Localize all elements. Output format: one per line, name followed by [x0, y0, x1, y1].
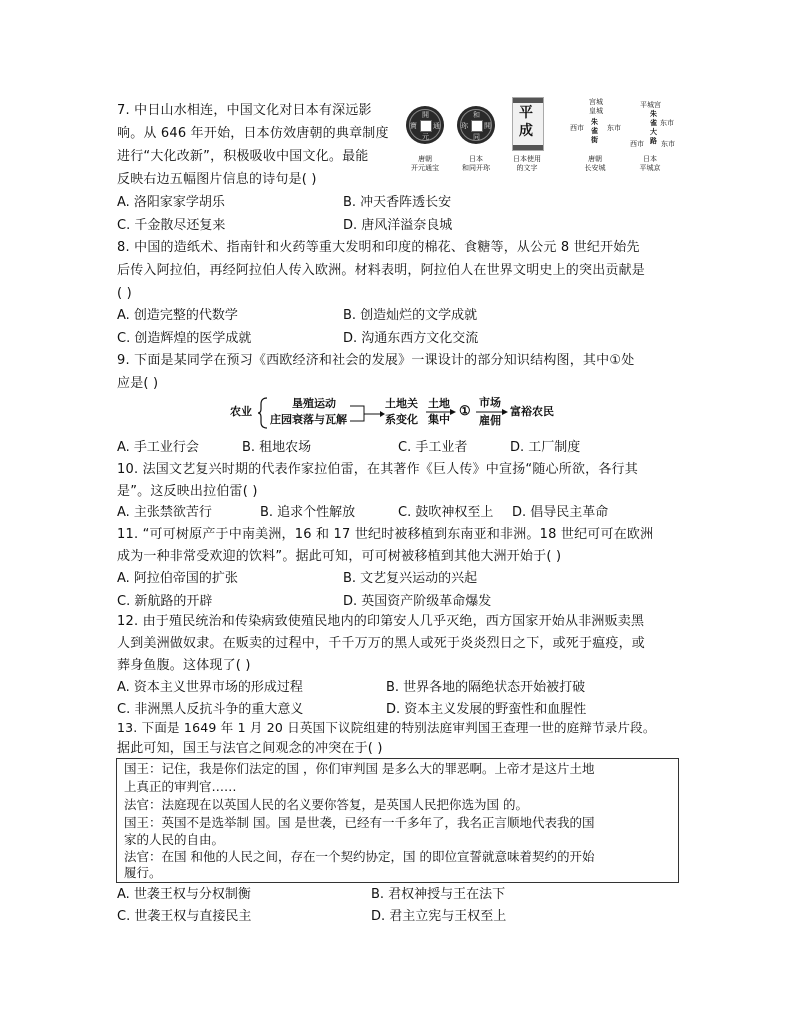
q9-option-d[interactable]: D. 工厂制度 [510, 440, 581, 455]
map1-caption: 唐朝 长安城 [584, 155, 606, 172]
q11-line-1: 11. “可可树原产于中南美洲，16 和 17 世纪时被移植到东南亚和非洲。18 世纪可可在欧洲 [117, 527, 654, 542]
brace-icon [257, 397, 269, 429]
diagram-blank-circle: ① [459, 404, 471, 419]
q7-line-2: 响。从 646 年开始，日本仿效唐朝的典章制度 [117, 126, 389, 141]
diagram-land-relation-1: 土地关 [385, 397, 418, 410]
exam-page: 7. 中日山水相连，中国文化对日本有深远影 响。从 646 年开始，日本仿效唐朝的典章制度 进行“大化改新”，积极吸收中国文化。最能 反映右边五幅图片信息的诗句是( ) 開 元 通 寶 唐朝 开元通宝 和 同 開 珎 日本 和同开珎 平 成 日本使用 的文字 宫城 皇城 西市 朱 雀 街 东市 唐朝 长安城 平城宫 朱 雀 大 路 东市 西市 东市 日本 平城京 A. 洛阳家家学胡乐 B. 冲天香阵透长安 C. 千金散尽还复来 D. 唐风洋溢奈良城 8. 中国的造纸术、指南针和火药等重大发明和印度的棉花、食糖等，从公元 8 世纪开始先 后传入阿拉伯，再经阿拉伯人传入欧洲。材料表明，阿拉伯人在世界文明史上的突出贡献是 ( ) A. 创造完整的代数学 B. 创造灿烂的文学成就 C. 创造辉煌的医学成就 D. 沟通东西方文化交流 9. 下面是某同学在预习《西欧经济和社会的发展》一课设计的部分知识结构图，其中①处 应是( ) 农业 垦殖运动 庄园衰落与瓦解 土地关 系变化 土地 集中 ① 市场 雇佣 富裕农民 A. 手工业行会 B. 租地农场 C. 手工业者 D. 工厂制度 10. 法国文艺复兴时期的代表作家拉伯雷，在其著作《巨人传》中宣扬“随心所欲，各行其 是”。这反映出拉伯雷( ) A. 主张禁欲苦行 B. 追求个性解放 C. 鼓吹神权至上 D. 倡导民主革命 11. “可可树原产于中南美洲，16 和 17 世纪时被移植到东南亚和非洲。18 世纪可可在欧洲 成为一种非常受欢迎的饮料”。据此可知，可可树被移植到其他大洲开始于( ) A. 阿拉伯帝国的扩张 B. 文艺复兴运动的兴起 C. 新航路的开辟 D. 英国资产阶级革命爆发 12. 由于殖民统治和传染病致使殖民地内的印第安人几乎灭绝，西方国家开始从非洲贩卖黑 人到美洲做奴隶。在贩卖的过程中，千千万万的黑人或死于炎炎烈日之下，或死于瘟疫，或 葬身鱼腹。这体现了( ) A. 资本主义世界市场的形成过程 B. 世界各地的隔绝状态开始被打破 C. 非洲黑人反抗斗争的重大意义 D. 资本主义发展的野蛮性和血腥性 13. 下面是 1649 年 1 月 20 日英国下议院组建的特别法庭审判国王查理一世的庭辩节录片段。 据此可知，国王与法官之间观念的冲突在于( ) 国王：记住，我是你们法定的国 ，你们审判国 是多么大的罪恶啊。上帝才是这片土地 上真正的审判官…… 法官：法庭现在以英国人民的名义要你答复，是英国人民把你选为国 的。 国王：英国不是选举制 国。国 是世袭，已经有一千多年了，我名正言顺地代表我的国 家的人民的自由。 法官：在国 和他的人民之间，存在一个契约协定，国 的即位宣誓就意味着契约的开始 履行。 A. 世袭王权与分权制衡 B. 君权神授与王在法下 C. 世袭王权与直接民主 D. 君主立宪与王权至上 [0, 0, 794, 1021]
q7-option-a[interactable]: A. 洛阳家家学胡乐 [117, 195, 225, 210]
q7-line-1: 7. 中日山水相连，中国文化对日本有深远影 [117, 103, 372, 118]
transcript-line-7: 履行。 [124, 865, 162, 880]
q9-line-2: 应是( ) [117, 376, 159, 391]
q13-line-1: 13. 下面是 1649 年 1 月 20 日英国下议院组建的特别法庭审判国王查理一世的庭辩节录片段。 [117, 720, 656, 735]
q10-option-b[interactable]: B. 追求个性解放 [260, 505, 356, 520]
q8-option-a[interactable]: A. 创造完整的代数学 [117, 308, 238, 323]
q12-option-d[interactable]: D. 资本主义发展的野蛮性和血腥性 [386, 702, 587, 717]
q8-line-3: ( ) [117, 286, 132, 301]
q9-line-1: 9. 下面是某同学在预习《西欧经济和社会的发展》一课设计的部分知识结构图，其中①处 [117, 353, 635, 368]
q11-line-2: 成为一种非常受欢迎的饮料”。据此可知，可可树被移植到其他大洲开始于( ) [117, 549, 562, 564]
q8-option-c[interactable]: C. 创造辉煌的医学成就 [117, 331, 252, 346]
diagram-land-relation-2: 系变化 [385, 413, 418, 426]
q7-line-4: 反映右边五幅图片信息的诗句是( ) [117, 172, 317, 187]
diagram-agriculture: 农业 [230, 405, 252, 418]
q7-line-3: 进行“大化改新”，积极吸收中国文化。最能 [117, 149, 369, 164]
q9-option-c[interactable]: C. 手工业者 [398, 440, 468, 455]
q13-option-a[interactable]: A. 世袭王权与分权制衡 [117, 887, 251, 902]
q8-option-d[interactable]: D. 沟通东西方文化交流 [343, 331, 479, 346]
trial-transcript-box [116, 758, 679, 883]
coin2-caption: 日本 和同开珎 [462, 155, 490, 172]
q13-option-c[interactable]: C. 世袭王权与直接民主 [117, 909, 252, 924]
q11-option-a[interactable]: A. 阿拉伯帝国的扩张 [117, 571, 238, 586]
diagram-arrow2-top: 市场 [479, 396, 501, 409]
transcript-line-1: 国王：记住，我是你们法定的国 ，你们审判国 是多么大的罪恶啊。上帝才是这片土地 [124, 761, 595, 776]
q7-option-b[interactable]: B. 冲天香阵透长安 [343, 195, 452, 210]
kaiyuan-coin-image: 開 元 通 寶 [406, 106, 444, 144]
q7-option-d[interactable]: D. 唐风洋溢奈良城 [343, 218, 453, 233]
transcript-line-2: 上真正的审判官…… [124, 779, 237, 794]
transcript-line-6: 法官：在国 和他的人民之间，存在一个契约协定，国 的即位宣誓就意味着契约的开始 [124, 849, 595, 864]
q12-line-3: 葬身鱼腹。这体现了( ) [117, 658, 251, 673]
q11-option-b[interactable]: B. 文艺复兴运动的兴起 [343, 571, 478, 586]
q8-option-b[interactable]: B. 创造灿烂的文学成就 [343, 308, 478, 323]
q10-line-1: 10. 法国文艺复兴时期的代表作家拉伯雷，在其著作《巨人传》中宣扬“随心所欲，各行其 [117, 462, 638, 477]
q13-option-b[interactable]: B. 君权神授与王在法下 [371, 887, 506, 902]
scroll-caption: 日本使用 的文字 [513, 155, 541, 172]
q10-option-c[interactable]: C. 鼓吹神权至上 [398, 505, 494, 520]
diagram-manor-decline: 庄园衰落与瓦解 [270, 413, 347, 426]
wadokaichin-coin-image: 和 同 開 珎 [457, 106, 495, 144]
q11-option-c[interactable]: C. 新航路的开辟 [117, 594, 213, 609]
q13-line-2: 据此可知，国王与法官之间观念的冲突在于( ) [117, 741, 383, 756]
diagram-arrow1-bottom: 集中 [428, 413, 450, 426]
q11-option-d[interactable]: D. 英国资产阶级革命爆发 [343, 594, 492, 609]
q7-option-c[interactable]: C. 千金散尽还复来 [117, 218, 226, 233]
coin1-caption: 唐朝 开元通宝 [411, 155, 439, 172]
transcript-line-5: 家的人民的自由。 [124, 832, 225, 847]
q12-line-1: 12. 由于殖民统治和传染病致使殖民地内的印第安人几乎灭绝，西方国家开始从非洲贩卖黑 [117, 614, 645, 629]
q13-option-d[interactable]: D. 君主立宪与王权至上 [371, 909, 507, 924]
diagram-reclamation: 垦殖运动 [292, 397, 336, 410]
transcript-line-4: 国王：英国不是选举制 国。国 是世袭，已经有一千多年了，我名正言顺地代表我的国 [124, 815, 595, 830]
diagram-arrow2-bottom: 雇佣 [479, 414, 501, 427]
diagram-result: 富裕农民 [510, 405, 554, 418]
q12-option-a[interactable]: A. 资本主义世界市场的形成过程 [117, 680, 303, 695]
q10-option-d[interactable]: D. 倡导民主革命 [512, 505, 609, 520]
merge-arrow-icon [350, 401, 386, 427]
q8-line-2: 后传入阿拉伯，再经阿拉伯人传入欧洲。材料表明，阿拉伯人在世界文明史上的突出贡献是 [117, 263, 646, 278]
q12-line-2: 人到美洲做奴隶。在贩卖的过程中，千千万万的黑人或死于炎炎烈日之下，或死于瘟疫，或 [117, 636, 646, 651]
q8-line-1: 8. 中国的造纸术、指南针和火药等重大发明和印度的棉花、食糖等，从公元 8 世纪开始先 [117, 240, 640, 255]
q12-option-c[interactable]: C. 非洲黑人反抗斗争的重大意义 [117, 702, 304, 717]
diagram-arrow1-top: 土地 [428, 397, 450, 410]
map2-caption: 日本 平城京 [639, 155, 661, 172]
q9-option-a[interactable]: A. 手工业行会 [117, 440, 199, 455]
transcript-line-3: 法官：法庭现在以英国人民的名义要你答复，是英国人民把你选为国 的。 [124, 797, 528, 812]
q10-option-a[interactable]: A. 主张禁欲苦行 [117, 505, 212, 520]
q10-line-2: 是”。这反映出拉伯雷( ) [117, 484, 258, 499]
q9-option-b[interactable]: B. 租地农场 [242, 440, 312, 455]
q12-option-b[interactable]: B. 世界各地的隔绝状态开始被打破 [386, 680, 586, 695]
heisei-scroll-image: 平 成 [512, 97, 544, 151]
